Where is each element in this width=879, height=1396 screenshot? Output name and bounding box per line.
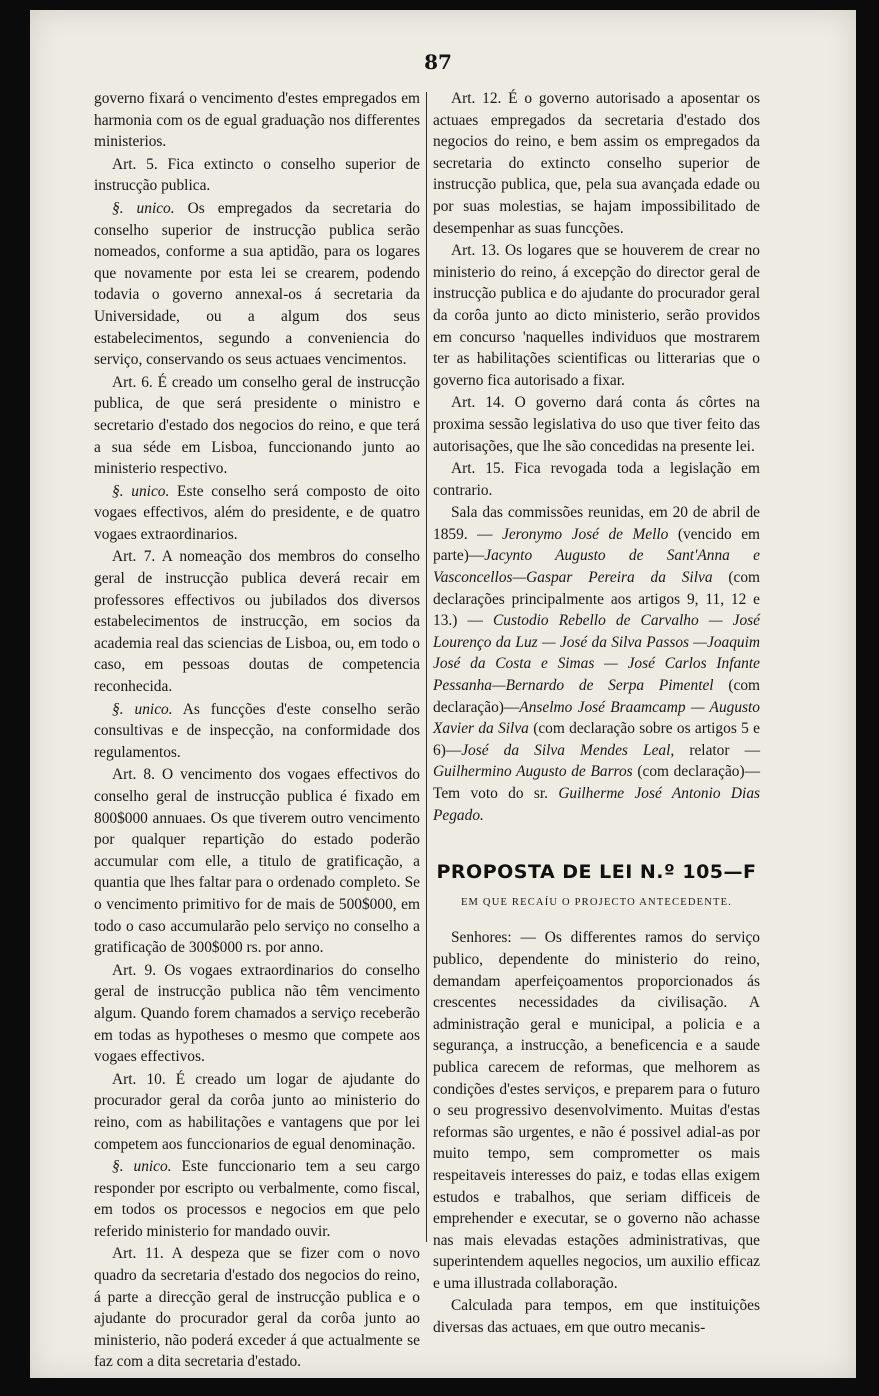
article-paragraph: §. unico. Os empregados da secretaria do conselho superior de instrucção publica serão nomeados, conforme a sua aptidão, para os logares que novamente por esta lei se crearem, podendo todavia o governo annexal-os á secretaria da Universidade, ou a algum dos seus estabelecimentos, segundo a conveniencia do serviço, conservando os seus actuaes vencimentos. — [94, 199, 420, 369]
article: Art. 6. É creado um conselho geral de instrucção publica, de que será presidente o ministro e secretario d'estado dos negocios do reino, e que terá a sua séde em Lisboa, funccionando junto ao ministerio respectivo. — [94, 373, 420, 478]
proposta-subtitle: EM QUE RECAÍU O PROJECTO ANTECEDENTE. — [460, 896, 733, 908]
article: Art. 7. A nomeação dos membros do conselho geral de instrucção publica deverá recair em professores effectivos ou jubilados dos diversos estabelecimentos de instrucção, em socios da academia real das sciencias de Lisboa, ou, em todo o caso, em pessoas doutas de competencia reconhecida. — [94, 548, 420, 696]
paragraph: Senhores: — Os differentes ramos do serviço publico, dependente do ministerio do reino, demandam aperfeiçoamentos proporcionados ás crescentes necessidades da civilisação. A administração geral e municipal, a policia e a segurança, a instrucção, a beneficencia e a saude publica carecem de reformas, que melhorem as condições d'estes serviços, e preparem para o futuro o seu progressivo desenvolvimento. Muitas d'estas reformas são urgentes, e não é possivel adial-as por muito tempo, sem comprometter os mais respeitaveis interesses do paiz, e todas ellas exigem estudos e trabalhos, que seriam difficeis de emprehender e executar, se o governo não achasse nas mais elevadas estações administrativas, que superintendem aquelles negocios, um auxilio efficaz e uma illustrada collaboração. — [433, 929, 760, 1292]
article: Art. 5. Fica extincto o conselho superior de instrucção publica. — [94, 155, 420, 195]
article: Art. 12. É o governo autorisado a aposentar os actuaes empregados da secretaria d'estado dos negocios do reino, e bem assim os empregados da secretaria do extincto conselho superior de instrucção publica, que, pela sua avançada edade ou por suas molestias, se hajam impossibilitado de desempenhar as suas funcções. — [433, 90, 760, 237]
article: Art. 13. Os logares que se houverem de crear no ministerio do reino, á excepção do director geral de instrucção publica e do ajudante do procurador geral da corôa junto ao dicto ministerio, serão providos em concurso 'naquelles individuos que mostrarem ter as habilitações scientificas ou litterarias que o governo fica autorisado a fixar. — [433, 242, 760, 389]
article-paragraph: §. unico. As funcções d'este conselho serão consultivas e de inspecção, na conformidade dos regulamentos. — [94, 700, 421, 761]
article: Art. 15. Fica revogada toda a legislação em contrario. — [433, 460, 760, 499]
proposta-title: PROPOSTA DE LEI N.º 105—F — [436, 861, 757, 884]
paragraph: Calculada para tempos, em que instituições diversas das actuaes, em que outro mecanis- — [433, 1297, 760, 1337]
article: Art. 8. O vencimento dos vogaes effectivos do conselho geral de instrucção publica é fixado em 800$000 annuaes. Os que tiverem outro vencimento por qualquer repartição do estado poderão accumular com elle, a titulo de gratificação, a quantia que lhes faltar para o ordenado completo. Se o vencimento primitivo for de mais de 500$000, em todo o caso accumularão pelo serviço no conselho a gratificação de 300$000 rs. por anno. — [94, 766, 420, 957]
article: Art. 14. O governo dará conta ás côrtes na proxima sessão legislativa do uso que tiver feito das autorisações, que lhe são concedidas na presente lei. — [433, 394, 760, 455]
article-paragraph: §. unico. Este conselho será composto de oito vogaes effectivos, além do presidente, e de quatro vogaes extraordinarios. — [94, 482, 421, 543]
paragraph: governo fixará o vencimento d'estes empregados em harmonia com os de egual graduação nos differentes ministerios. — [94, 90, 420, 151]
article: Art. 9. Os vogaes extraordinarios do conselho geral de instrucção publica não têm vencimento algum. Quando forem chamados a serviço receberão em todas as hypotheses o mesmo que compete aos vogaes effectivos. — [94, 961, 420, 1066]
page-number: 87 — [424, 50, 452, 74]
article-paragraph: §. unico. Este funccionario tem a seu cargo responder por escripto ou verbalmente, como fiscal, em todos os processos e negocios em que pelo referido ministerio for mandado ouvir. — [94, 1158, 420, 1240]
column-divider — [426, 92, 427, 1242]
left-column — [94, 88, 420, 1373]
article: Art. 10. É creado um logar de ajudante do procurador geral da corôa junto ao ministerio do reino, com as habilitações e vantagens que por lei competem aos funccionarios de egual denominação. — [94, 1070, 420, 1153]
right-column — [433, 88, 760, 1339]
article: Art. 11. A despeza que se fizer com o novo quadro da secretaria d'estado dos negocios do reino, á parte a direcção geral de instrucção publica e o ajudante do procurador geral da corôa junto ao ministerio, não poderá exceder á que actualmente se faz com a dita secretaria d'estado. — [94, 1245, 420, 1371]
signatures-paragraph: Sala das commissões reunidas, em 20 de abril de 1859. — Jeronymo José de Mello (vencido em parte)—Jacynto Augusto de Sant'Anna e Vasconcellos—Gaspar Pereira da Silva (com declarações principalmente aos artigos 9, 11, 12 e 13.) — Custodio Rebello de Carvalho — José Lourenço da Luz — José da Silva Passos —Joaquim José da Costa e Simas — José Carlos Infante Pessanha—Bernardo de Serpa Pimentel (com declaração)—Anselmo José Braamcamp — Augusto Xavier da Silva (com declaração sobre os artigos 5 e 6)—José da Silva Mendes Leal, relator — Guilhermino Augusto de Barros (com declaração)—Tem voto do sr. Guilherme José Antonio Dias Pegado. — [433, 504, 761, 824]
